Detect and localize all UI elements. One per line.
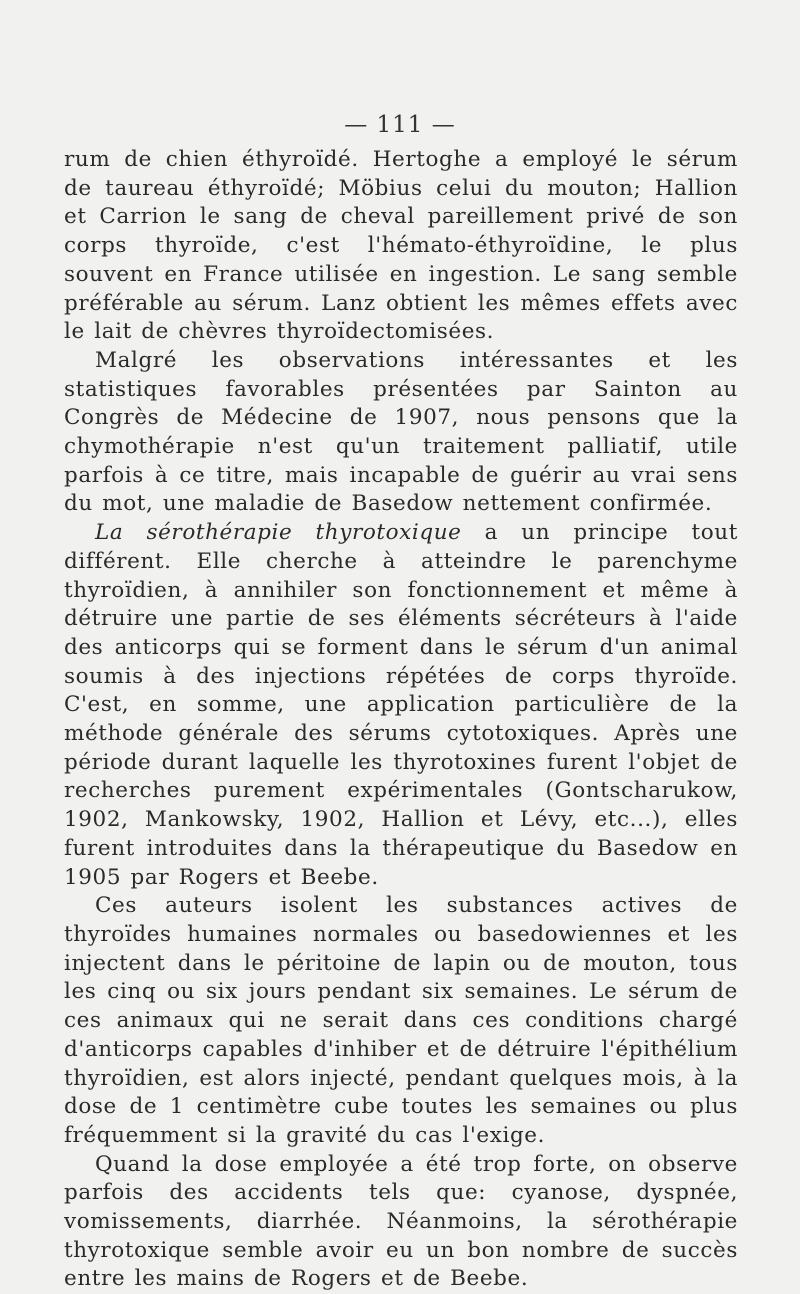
paragraph-3-text: a un principe tout différent. Elle cherche à atteindre le parenchyme thyroïdien, à annihiler son fonctionnement et même à détruire une partie de ses éléments sécréteurs à l'aide des anticorps qui se forment dans le sérum d'un animal soumis à des injections répétées de corps thyroïde. C'est, en somme, une application particulière de la méthode générale des sérums cytotoxiques. Après une période durant laquelle les thyrotoxines furent l'objet de recherches purement expérimentales (Gontscharukow, 1902, Mankowsky, 1902, Hallion et Lévy, etc...), elles furent introduites dans la thérapeutique du Basedow en 1905 par Rogers et Beebe.	[64, 520, 738, 890]
italic-term: La sérothérapie thyrotoxique	[95, 520, 462, 546]
paragraph-3	[64, 519, 738, 892]
paragraph-4: Ces auteurs isolent les substances actives de thyroïdes humaines normales ou basedowiennes et les injectent dans le péritoine de lapin ou de mouton, tous les cinq ou six jours pendant six semaines. Le sérum de ces animaux qui ne serait dans ces conditions chargé d'anticorps capables d'inhiber et de détruire l'épithélium thyroïdien, est alors injecté, pendant quelques mois, à la dose de 1 centimètre cube toutes les semaines ou plus fréquemment si la gravité du cas l'exige.	[64, 893, 738, 1148]
page-number: — 111 —	[344, 112, 456, 138]
paragraph-1: rum de chien éthyroïdé. Hertoghe a employé le sérum de taureau éthyroïdé; Möbius celui du mouton; Hallion et Carrion le sang de cheval pareillement privé de son corps thyroïde, c'est l'hémato-éthyroïdine, le plus souvent en France utilisée en ingestion. Le sang semble préférable au sérum. Lanz obtient les mêmes effets avec le lait de chèvres thyroïdectomisées.	[64, 147, 738, 345]
paragraph-2: Malgré les observations intéressantes et les statistiques favorables présentées par Sainton au Congrès de Médecine de 1907, nous pensons que la chymothérapie n'est qu'un traitement palliatif, utile parfois à ce titre, mais incapable de guérir au vrai sens du mot, une maladie de Basedow nettement confirmée.	[64, 347, 738, 517]
paragraph-5: Quand la dose employée a été trop forte, on observe parfois des accidents tels que: cyanose, dyspnée, vomissements, diarrhée. Néanmoins, la sérothérapie thyrotoxique semble avoir eu un bon nombre de succès entre les mains de Rogers et de Beebe.	[64, 1151, 738, 1292]
body-text	[64, 146, 738, 1294]
